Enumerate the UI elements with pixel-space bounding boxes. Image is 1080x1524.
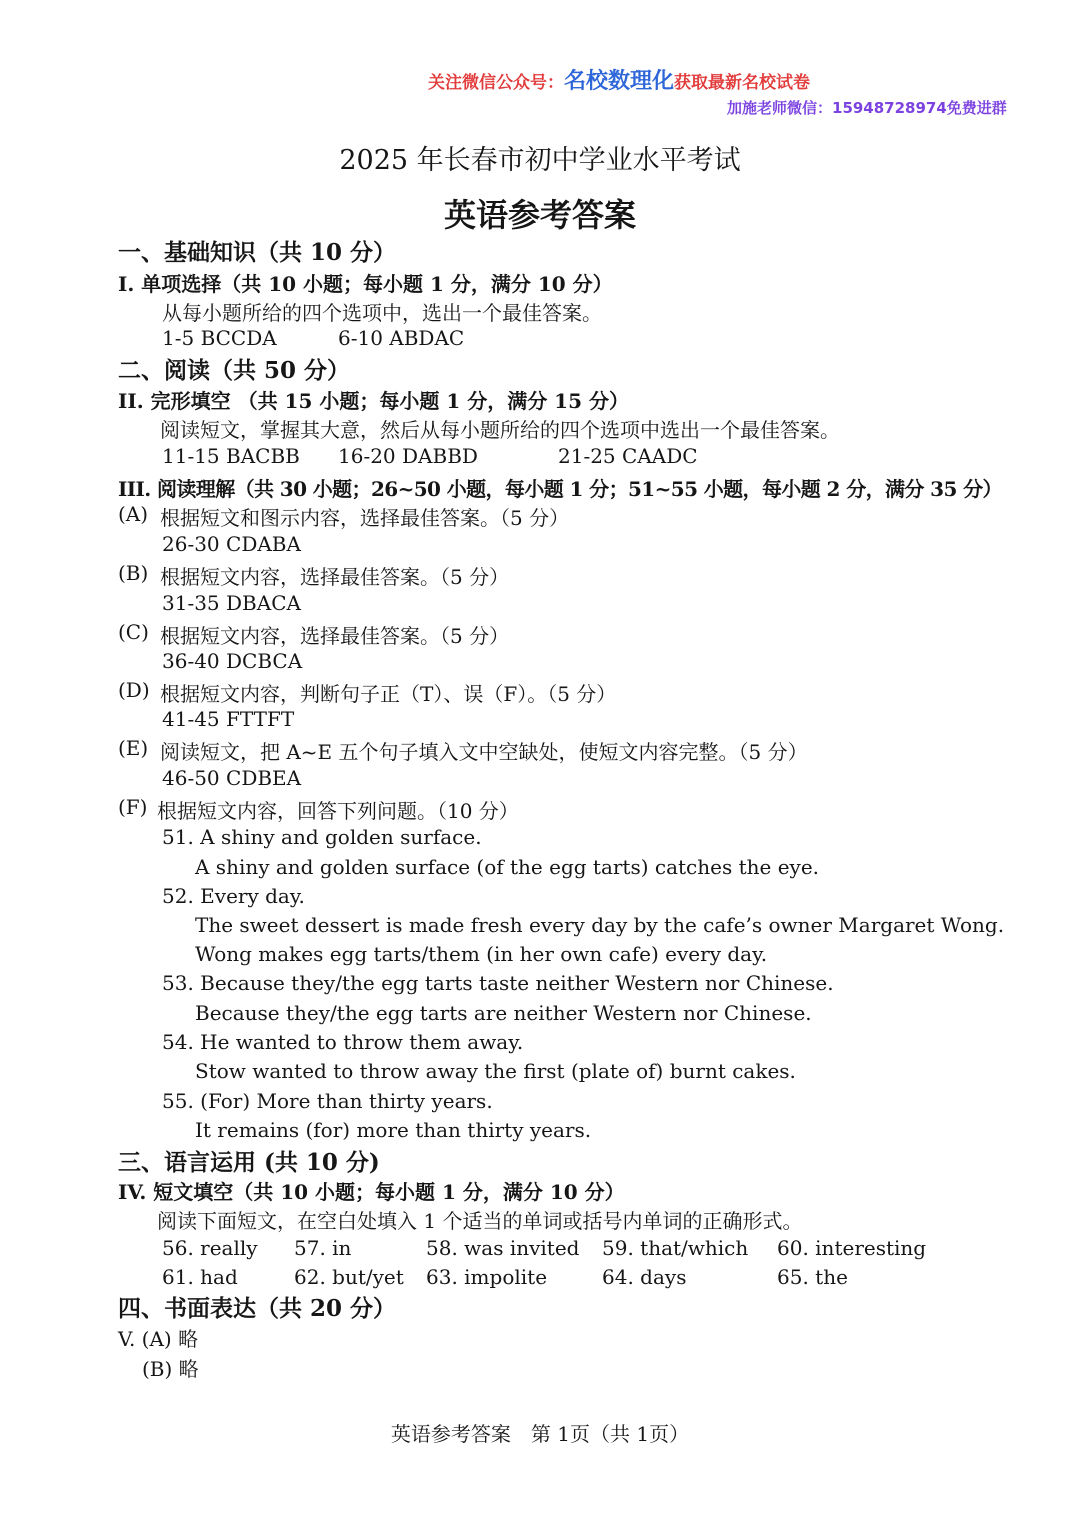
section-2-heading: 二、阅读（共 50 分） xyxy=(118,357,351,384)
answer-54: 54. He wanted to throw them away. xyxy=(162,1030,524,1054)
part-2-heading: II. 完形填空 （共 15 小题；每小题 1 分，满分 15 分） xyxy=(118,389,629,413)
answer-51-alt: A shiny and golden surface (of the egg tarts) catches the eye. xyxy=(195,855,820,879)
section-1-heading: 一、基础知识（共 10 分） xyxy=(118,239,397,266)
answers-6-10: 6-10 ABDAC xyxy=(338,326,465,350)
part-1-heading: I. 单项选择（共 10 小题；每小题 1 分，满分 10 分） xyxy=(118,272,613,296)
answer-59: 59. that/which xyxy=(602,1236,749,1260)
answers-16-20: 16-20 DABBD xyxy=(338,444,478,468)
answer-61: 61. had xyxy=(162,1265,238,1289)
subpart-a-instruction: 根据短文和图示内容，选择最佳答案。（5 分） xyxy=(160,506,570,530)
answer-53-alt: Because they/the egg tarts are neither Western nor Chinese. xyxy=(195,1001,812,1025)
subpart-f-instruction: 根据短文内容，回答下列问题。（10 分） xyxy=(157,799,519,823)
answer-57: 57. in xyxy=(294,1236,352,1260)
answer-54-alt: Stow wanted to throw away the first (plate of) burnt cakes. xyxy=(195,1059,796,1083)
answer-55-alt: It remains (for) more than thirty years. xyxy=(195,1118,592,1142)
part-1-instruction: 从每小题所给的四个选项中，选出一个最佳答案。 xyxy=(162,301,602,325)
subpart-e-label: (E) xyxy=(118,736,149,760)
answer-52-alt-2: Wong makes egg tarts/them (in her own cafe) every day. xyxy=(195,942,768,966)
part-3-heading: III. 阅读理解（共 30 小题；26~50 小题，每小题 1 分；51~55 小题，每小题 2 分，满分 35 分） xyxy=(118,477,1002,501)
page-footer: 英语参考答案 第 1页（共 1页） xyxy=(390,1422,690,1446)
answer-56: 56. really xyxy=(162,1236,258,1260)
answer-60: 60. interesting xyxy=(777,1236,927,1260)
subpart-f-label: (F) xyxy=(118,795,148,819)
exam-title: 2025 年长春市初中学业水平考试 xyxy=(339,145,741,176)
answer-55: 55. (For) More than thirty years. xyxy=(162,1089,493,1113)
answer-65: 65. the xyxy=(777,1265,848,1289)
subpart-b-label: (B) xyxy=(118,561,149,585)
part-4-instruction: 阅读下面短文，在空白处填入 1 个适当的单词或括号内单词的正确形式。 xyxy=(157,1209,803,1233)
answer-62: 62. but/yet xyxy=(294,1265,404,1289)
promo-line-1 xyxy=(428,64,810,95)
answer-63: 63. impolite xyxy=(426,1265,548,1289)
part-4-heading: IV. 短文填空（共 10 小题；每小题 1 分，满分 10 分） xyxy=(118,1180,625,1204)
answers-36-40: 36-40 DCBCA xyxy=(162,649,303,673)
answers-11-15: 11-15 BACBB xyxy=(162,444,300,468)
answer-51: 51. A shiny and golden surface. xyxy=(162,825,482,849)
answer-53: 53. Because they/the egg tarts taste neither Western nor Chinese. xyxy=(162,971,834,995)
subpart-b-instruction: 根据短文内容，选择最佳答案。（5 分） xyxy=(160,565,510,589)
promo-suffix: 获取最新名校试卷 xyxy=(674,73,811,93)
subpart-d-instruction: 根据短文内容，判断句子正（T）、误（F）。（5 分） xyxy=(160,682,617,706)
subpart-d-label: (D) xyxy=(118,678,150,702)
subpart-e-instruction: 阅读短文，把 A~E 五个句子填入文中空缺处，使短文内容完整。（5 分） xyxy=(160,740,808,764)
subpart-c-label: (C) xyxy=(118,620,149,644)
part-2-instruction: 阅读短文，掌握其大意，然后从每小题所给的四个选项中选出一个最佳答案。 xyxy=(160,418,840,442)
writing-b: (B) 略 xyxy=(142,1357,199,1381)
subpart-a-label: (A) xyxy=(118,502,149,526)
answers-46-50: 46-50 CDBEA xyxy=(162,766,302,790)
answers-41-45: 41-45 FTTFT xyxy=(162,707,295,731)
writing-a: V. (A) 略 xyxy=(118,1327,199,1351)
answers-31-35: 31-35 DBACA xyxy=(162,591,301,615)
answers-1-5: 1-5 BCCDA xyxy=(162,326,277,350)
answer-64: 64. days xyxy=(602,1265,687,1289)
answers-21-25: 21-25 CAADC xyxy=(558,444,698,468)
answer-key-title: 英语参考答案 xyxy=(443,196,636,234)
section-4-heading: 四、书面表达（共 20 分） xyxy=(118,1295,397,1322)
answer-52-alt-1: The sweet dessert is made fresh every day by the cafe’s owner Margaret Wong. xyxy=(195,913,1005,937)
promo-line-2: 加施老师微信：15948728974免费进群 xyxy=(727,99,1007,117)
subpart-c-instruction: 根据短文内容，选择最佳答案。（5 分） xyxy=(160,624,510,648)
answers-26-30: 26-30 CDABA xyxy=(162,532,301,556)
answer-58: 58. was invited xyxy=(426,1236,580,1260)
promo-prefix: 关注微信公众号： xyxy=(428,73,564,93)
promo-brand: 名校数理化 xyxy=(564,69,675,94)
section-3-heading: 三、语言运用 (共 10 分) xyxy=(118,1149,380,1176)
answer-52: 52. Every day. xyxy=(162,884,305,908)
